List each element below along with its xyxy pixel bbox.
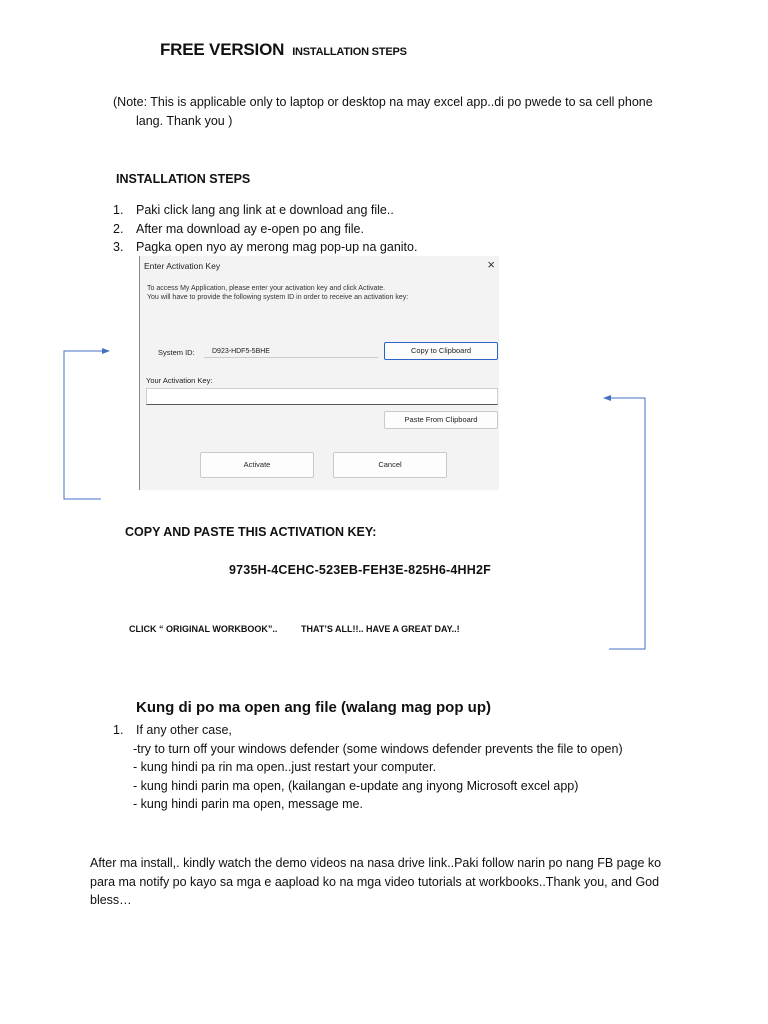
dialog-title: Enter Activation Key [144,261,221,271]
close-icon[interactable]: × [487,257,495,272]
copy-to-clipboard-button[interactable]: Copy to Clipboard [384,342,498,360]
troubleshooting-heading: Kung di po ma open ang file (walang mag pop up) [136,699,491,716]
activate-button[interactable]: Activate [200,452,314,478]
dialog-message-line1: To access My Application, please enter your activation key and click Activate. [147,285,386,292]
trouble-item [113,721,623,740]
footer-paragraph: After ma install,. kindly watch the demo videos na nasa drive link..Paki follow narin po nang FB page ko para ma notify po kayo sa mga e aapload ko na mga video tutorials at workbooks..Thank you, and God bless… [90,856,662,907]
note-line1: (Note: This is applicable only to laptop or desktop na may excel app..di po pwede to sa cell phone [113,95,653,109]
system-id-label: System ID: [158,348,195,357]
trouble-line: If any other case, [136,723,232,737]
step-text: Paki click lang ang link at e download ang file.. [136,203,394,217]
copy-heading: COPY AND PASTE THIS ACTIVATION KEY: [125,525,377,539]
step-text: Pagka open nyo ay merong mag pop-up na ganito. [136,240,418,254]
left-arrow-connector [64,348,110,499]
activation-key-text: 9735H-4CEHC-523EB-FEH3E-825H6-4HH2F [229,563,491,577]
install-heading: INSTALLATION STEPS [116,172,251,186]
paste-from-clipboard-button[interactable]: Paste From Clipboard [384,411,498,429]
click-instruction: CLICK “ ORIGINAL WORKBOOK”.. [129,624,278,634]
troubleshooting-list [113,721,623,814]
note-line2: lang. Thank you ) [136,114,233,128]
trouble-line: -try to turn off your windows defender (some windows defender prevents the file to open) [133,741,623,756]
trouble-line: - kung hindi parin ma open, (kailangan e-update ang inyong Microsoft excel app) [133,778,579,793]
step-text: After ma download ay e-open po ang file. [136,221,364,236]
system-id-value: D923-HDF5-5BHE [212,348,270,355]
right-arrow-connector [603,395,645,649]
dialog-message-line2: You will have to provide the following system ID in order to receive an activation key: [147,294,409,301]
cancel-button[interactable]: Cancel [333,452,447,478]
step-number: 2. [113,221,124,236]
trouble-line: - kung hindi parin ma open, message me. [133,797,363,811]
title-main: FREE VERSION [160,40,285,59]
step-number: 1. [113,203,124,217]
trouble-number: 1. [113,723,124,737]
trouble-line: - kung hindi pa rin ma open..just restart your computer. [133,760,436,774]
step-number: 3. [113,240,124,254]
thats-all-text: THAT’S ALL!!.. HAVE A GREAT DAY..! [301,624,460,634]
activation-key-label: Your Activation Key: [146,376,213,385]
title-sub: INSTALLATION STEPS [292,46,407,58]
